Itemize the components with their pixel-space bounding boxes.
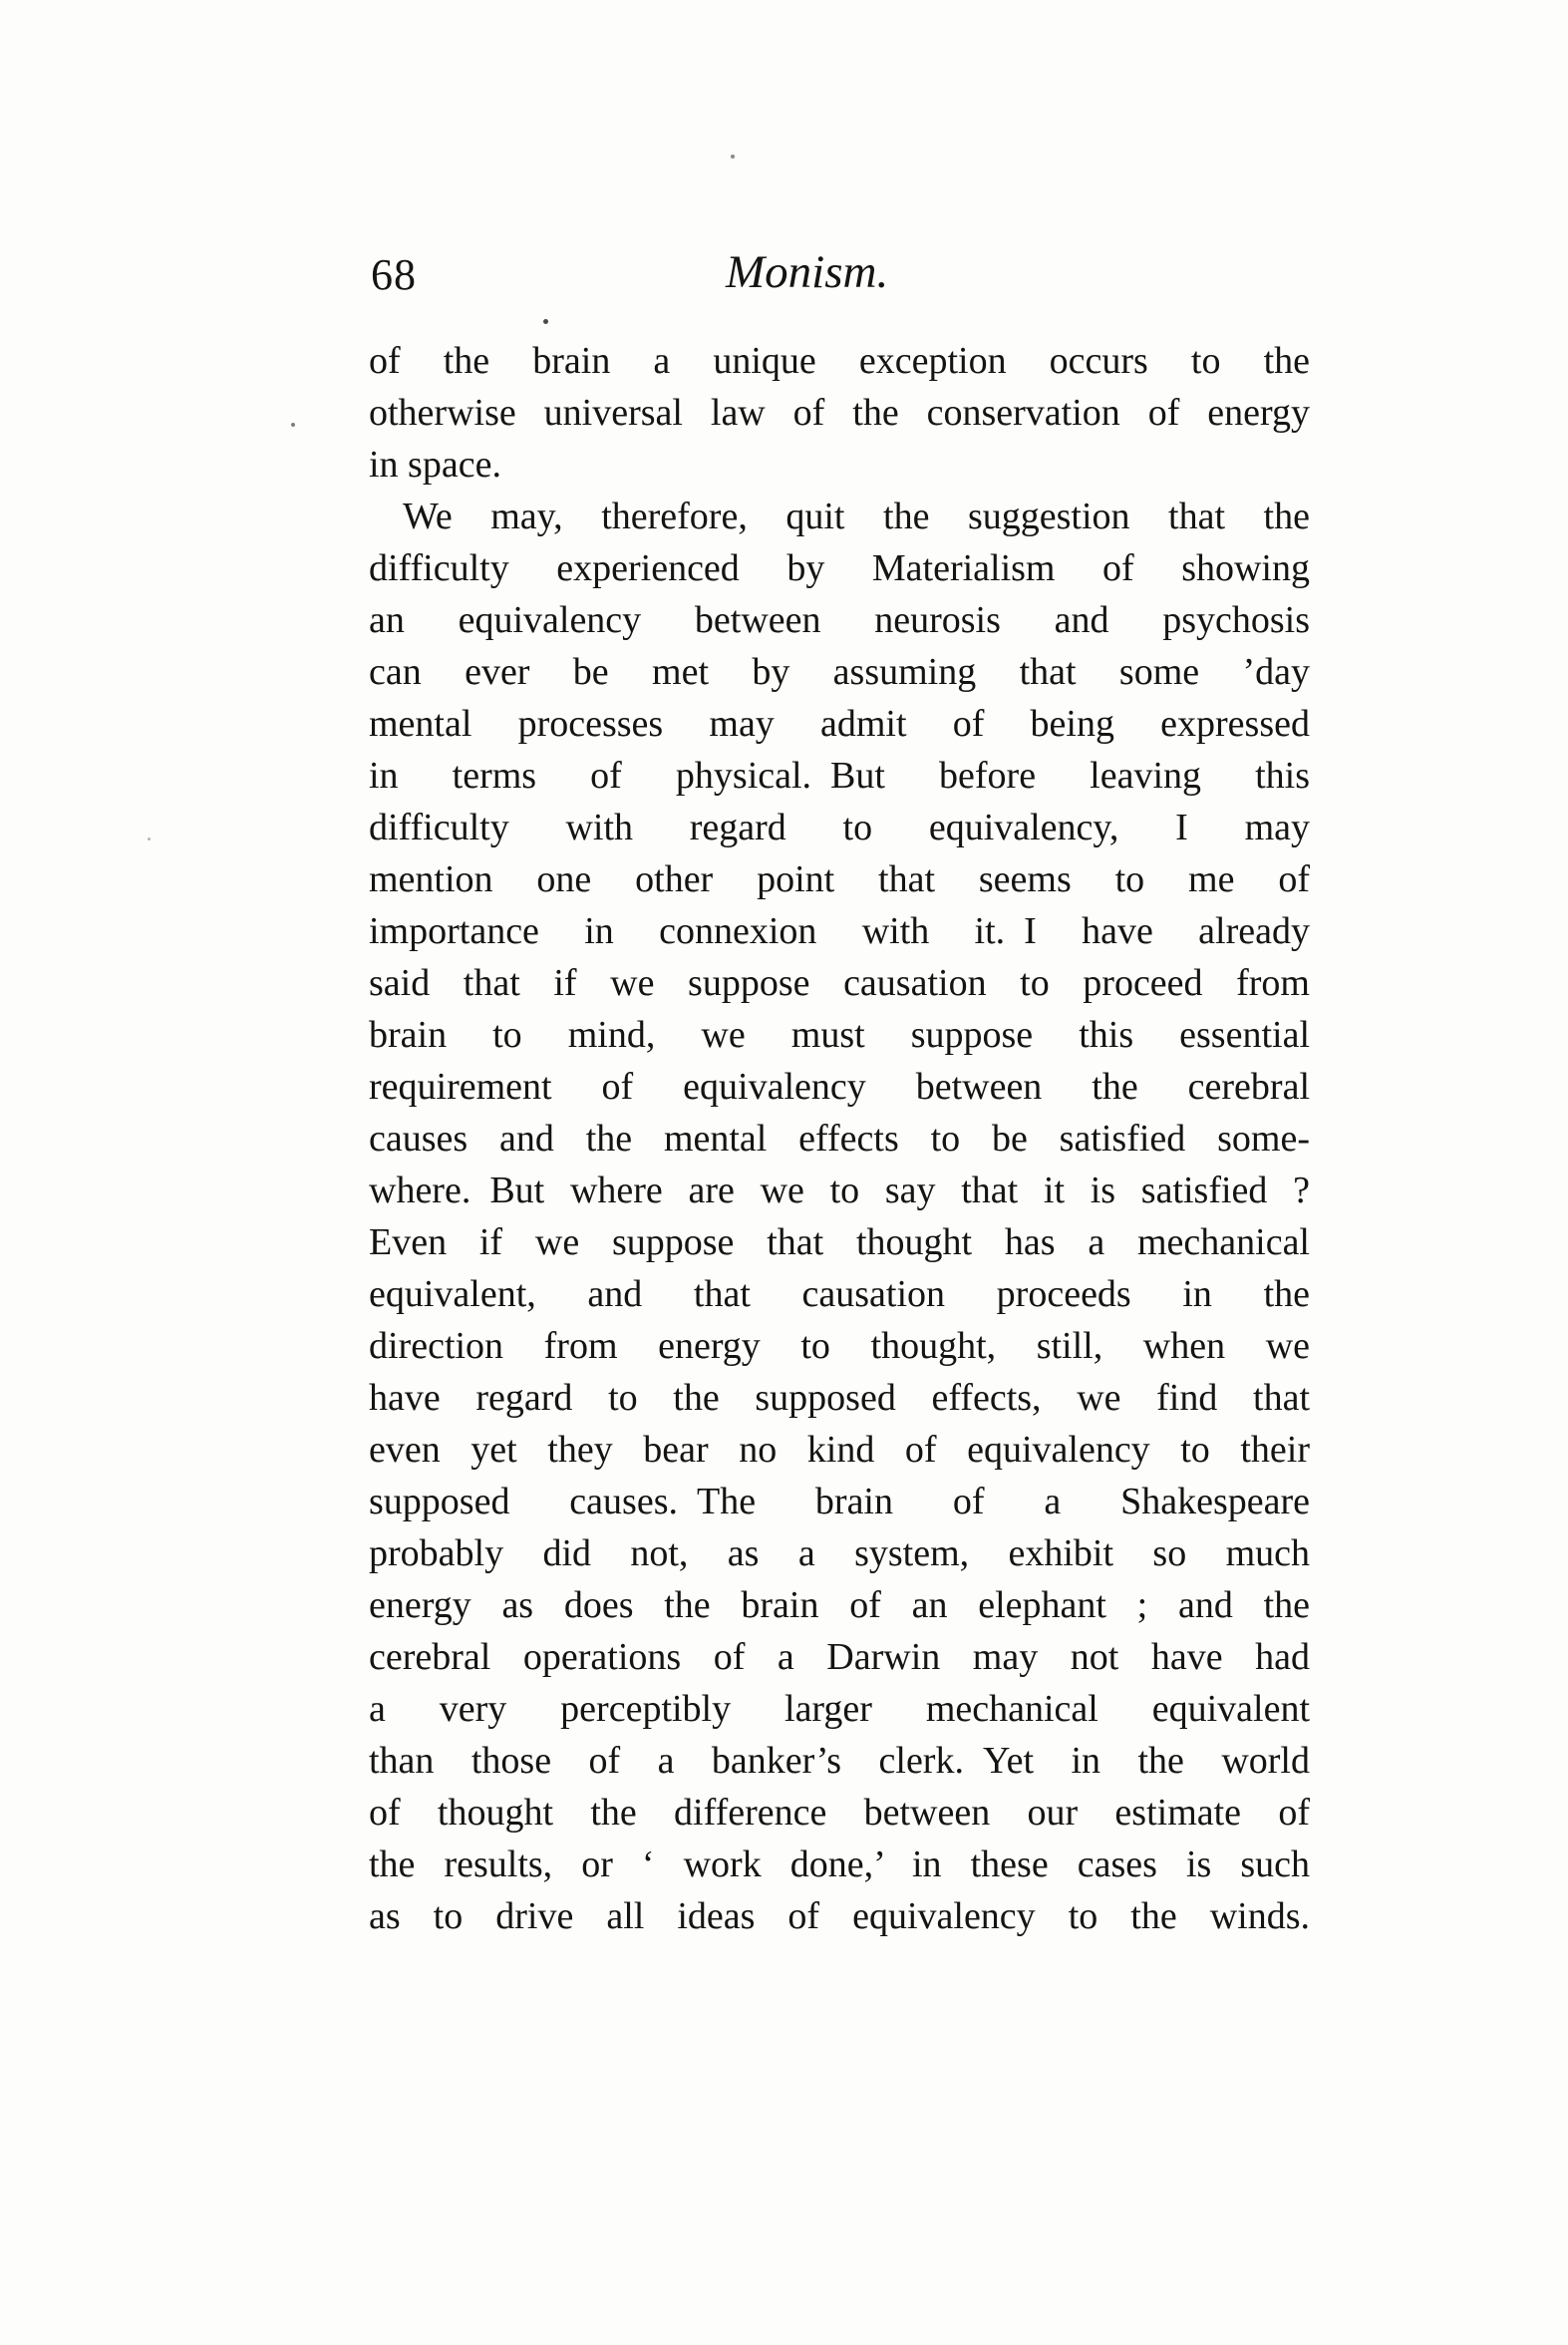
text-line: otherwise universal law of the conservation of energy bbox=[369, 392, 1310, 434]
text-line: mention one other point that seems to me of bbox=[369, 858, 1310, 900]
text-line: equivalent, and that causation proceeds in the bbox=[369, 1273, 1310, 1315]
text-line: We may, therefore, quit the suggestion that the bbox=[403, 496, 1310, 537]
scan-speck bbox=[731, 155, 735, 159]
text-line: have regard to the supposed effects, we find that bbox=[369, 1377, 1310, 1419]
scan-speck bbox=[148, 838, 151, 840]
text-line: difficulty experienced by Materialism of showing bbox=[369, 547, 1310, 589]
text-line: where. But where are we to say that it is satisfied ? bbox=[369, 1170, 1310, 1211]
text-line: brain to mind, we must suppose this essential bbox=[369, 1014, 1310, 1056]
text-line: cerebral operations of a Darwin may not have had bbox=[369, 1636, 1310, 1678]
text-line: can ever be met by assuming that some ’day bbox=[369, 651, 1310, 693]
text-line: requirement of equivalency between the cerebral bbox=[369, 1066, 1310, 1108]
text-line: mental processes may admit of being expressed bbox=[369, 703, 1310, 745]
text-line: a very perceptibly larger mechanical equivalent bbox=[369, 1688, 1310, 1730]
text-line: said that if we suppose causation to proceed from bbox=[369, 962, 1310, 1004]
text-line: energy as does the brain of an elephant ; and the bbox=[369, 1584, 1310, 1626]
text-line: of thought the difference between our estimate of bbox=[369, 1792, 1310, 1834]
text-line: even yet they bear no kind of equivalency to their bbox=[369, 1429, 1310, 1471]
text-line: causes and the mental effects to be satisfied some- bbox=[369, 1118, 1310, 1160]
page-number: 68 bbox=[371, 250, 417, 299]
text-line: direction from energy to thought, still, when we bbox=[369, 1325, 1310, 1367]
text-line: importance in connexion with it. I have already bbox=[369, 910, 1310, 952]
text-line: supposed causes. The brain of a Shakespeare bbox=[369, 1481, 1310, 1522]
scan-speck bbox=[291, 423, 295, 427]
text-line: an equivalency between neurosis and psychosis bbox=[369, 599, 1310, 641]
text-line: than those of a banker’s clerk. Yet in the world bbox=[369, 1740, 1310, 1782]
text-line: as to drive all ideas of equivalency to the winds. bbox=[369, 1895, 1310, 1937]
body-text-block bbox=[369, 335, 1310, 1942]
text-line: difficulty with regard to equivalency, I may bbox=[369, 807, 1310, 848]
text-line: in terms of physical. But before leaving this bbox=[369, 755, 1310, 797]
text-line: of the brain a unique exception occurs to the bbox=[369, 340, 1310, 382]
text-line: probably did not, as a system, exhibit so much bbox=[369, 1532, 1310, 1574]
text-line: in space. bbox=[369, 444, 501, 486]
text-line: Even if we suppose that thought has a mechanical bbox=[369, 1221, 1310, 1263]
scan-speck bbox=[543, 319, 548, 324]
text-line: the results, or ‘ work done,’ in these cases is such bbox=[369, 1843, 1310, 1885]
running-title: Monism. bbox=[726, 246, 889, 298]
